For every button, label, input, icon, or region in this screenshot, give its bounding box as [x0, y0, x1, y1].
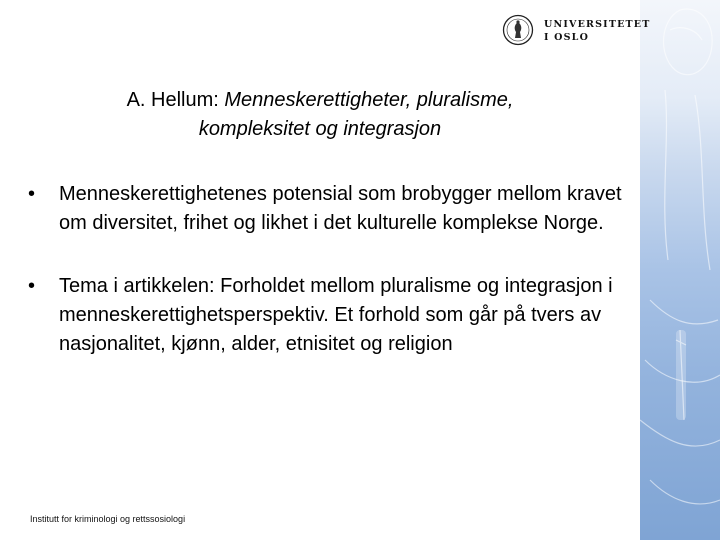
bullet-marker: •	[28, 275, 36, 297]
bullet-item	[28, 180, 638, 238]
bullet-marker: •	[28, 183, 36, 205]
classical-figure-illustration	[640, 0, 720, 540]
decorative-side-band	[640, 0, 720, 540]
university-name-line1: UNIVERSITETET	[544, 19, 651, 30]
slide-title	[40, 86, 600, 144]
university-seal-icon	[502, 14, 534, 46]
university-logo	[502, 14, 651, 50]
university-name-line2: I OSLO	[544, 32, 590, 43]
footer-institute: Institutt for kriminologi og rettssosiologi	[30, 514, 186, 524]
bullet-item	[28, 272, 638, 359]
title-italic-line1: Menneskerettigheter, pluralisme,	[224, 89, 514, 111]
title-italic-line2: kompleksitet og integrasjon	[198, 118, 442, 140]
university-name	[544, 18, 651, 44]
bullet-list	[28, 180, 638, 359]
bullet-text: Tema i artikkelen: Forholdet mellom pluralisme og integrasjon i menneskerettighetsperspektiv. Et forhold som går på tvers av nasjonalitet, kjønn, alder, etnisitet og religion	[59, 275, 613, 355]
title-author: A. Hellum:	[126, 89, 225, 111]
bullet-text: Menneskerettighetenes potensial som brobygger mellom kravet om diversitet, frihet og likhet i det kulturelle komplekse Norge.	[59, 183, 622, 234]
